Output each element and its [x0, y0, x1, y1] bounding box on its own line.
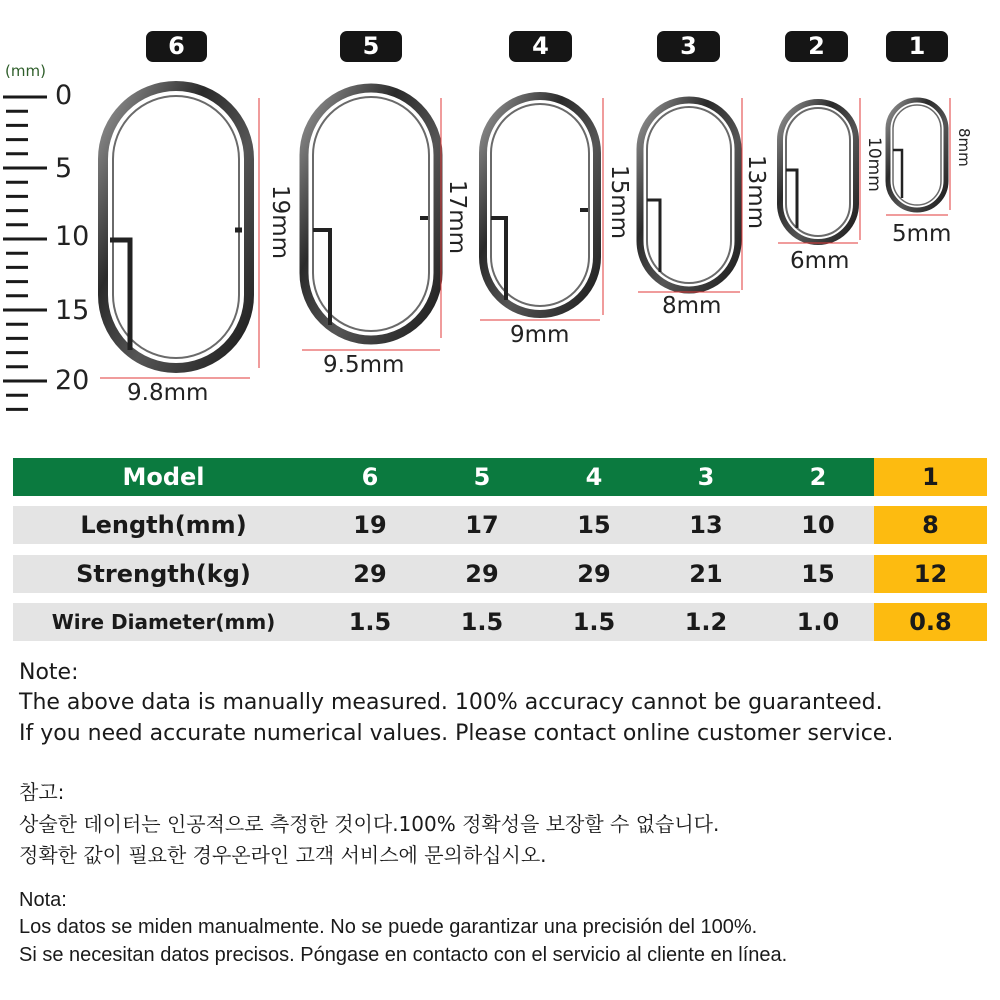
split-ring-4	[483, 96, 597, 314]
width-label-4: 9mm	[510, 322, 570, 348]
ruler-label-15: 15	[55, 295, 90, 326]
table-row-label: Wire Diameter(mm)	[13, 603, 314, 641]
table-header-label: Model	[13, 458, 314, 496]
model-badge-2: 2	[785, 31, 848, 62]
ruler-label-0: 0	[55, 80, 73, 111]
table-row-wire-diameter	[13, 603, 987, 641]
length-label-1: 8mm	[955, 128, 973, 167]
note-es-line2: Si se necesitan datos precisos. Póngase en contacto con el servicio al cliente en línea.	[19, 944, 788, 966]
table-cell: 19	[314, 506, 426, 544]
length-label-6: 19mm	[267, 185, 293, 260]
width-label-6: 9.8mm	[127, 380, 209, 406]
note-es-heading: Nota:	[19, 889, 67, 911]
table-header-cell-highlight: 1	[874, 458, 987, 496]
split-rings	[0, 0, 1000, 430]
width-label-1: 5mm	[892, 221, 952, 247]
table-header-row	[13, 458, 987, 496]
model-badge-4: 4	[509, 31, 572, 62]
length-label-2: 10mm	[864, 137, 884, 192]
table-row-strength	[13, 555, 987, 593]
table-cell: 29	[538, 555, 650, 593]
table-cell: 1.2	[650, 603, 762, 641]
model-badge-6: 6	[146, 31, 207, 62]
width-label-5: 9.5mm	[323, 352, 405, 378]
note-en-line2: If you need accurate numerical values. Please contact online customer service.	[19, 721, 894, 746]
table-cell: 17	[426, 506, 538, 544]
ring-size-figure	[0, 0, 1000, 430]
table-cell: 10	[762, 506, 874, 544]
width-label-2: 6mm	[790, 248, 850, 274]
model-badge-5: 5	[340, 31, 402, 62]
table-header-cell: 2	[762, 458, 874, 496]
split-ring-6	[103, 86, 249, 368]
note-ko-line2: 정확한 값이 필요한 경우온라인 고객 서비스에 문의하십시오.	[19, 843, 547, 867]
table-cell: 15	[538, 506, 650, 544]
table-row-label: Strength(kg)	[13, 555, 314, 593]
table-cell: 1.5	[426, 603, 538, 641]
table-cell: 29	[426, 555, 538, 593]
split-ring-5	[304, 88, 438, 340]
note-en-line1: The above data is manually measured. 100% accuracy cannot be guaranteed.	[19, 690, 883, 715]
table-cell-highlight: 8	[874, 506, 987, 544]
table-cell: 1.0	[762, 603, 874, 641]
table-cell-highlight: 12	[874, 555, 987, 593]
table-header-cell: 4	[538, 458, 650, 496]
length-label-5: 17mm	[444, 180, 470, 255]
length-label-4: 15mm	[606, 165, 632, 240]
table-cell: 21	[650, 555, 762, 593]
table-row-label: Length(mm)	[13, 506, 314, 544]
note-ko-heading: 참고:	[19, 780, 65, 804]
ruler-label-20: 20	[55, 365, 90, 396]
model-badge-3: 3	[657, 31, 720, 62]
split-ring-2	[780, 102, 856, 242]
table-cell: 13	[650, 506, 762, 544]
note-en-heading: Note:	[19, 660, 79, 685]
table-cell: 1.5	[314, 603, 426, 641]
model-badge-1: 1	[886, 31, 948, 62]
ruler-label-10: 10	[55, 221, 90, 252]
table-cell: 29	[314, 555, 426, 593]
table-header-cell: 6	[314, 458, 426, 496]
width-label-3: 8mm	[662, 293, 722, 319]
table-cell-highlight: 0.8	[874, 603, 987, 641]
ruler-unit-label: (mm)	[5, 62, 46, 80]
split-ring-3	[640, 100, 738, 290]
table-row-length	[13, 506, 987, 544]
length-label-3: 13mm	[743, 155, 769, 230]
table-header-cell: 3	[650, 458, 762, 496]
table-header-cell: 5	[426, 458, 538, 496]
table-cell: 1.5	[538, 603, 650, 641]
ruler-label-5: 5	[55, 153, 73, 184]
table-cell: 15	[762, 555, 874, 593]
split-ring-1	[888, 100, 946, 210]
note-ko-line1: 상술한 데이터는 인공적으로 측정한 것이다.100% 정확성을 보장할 수 없습니다.	[19, 812, 720, 836]
note-es-line1: Los datos se miden manualmente. No se puede garantizar una precisión del 100%.	[19, 916, 758, 938]
